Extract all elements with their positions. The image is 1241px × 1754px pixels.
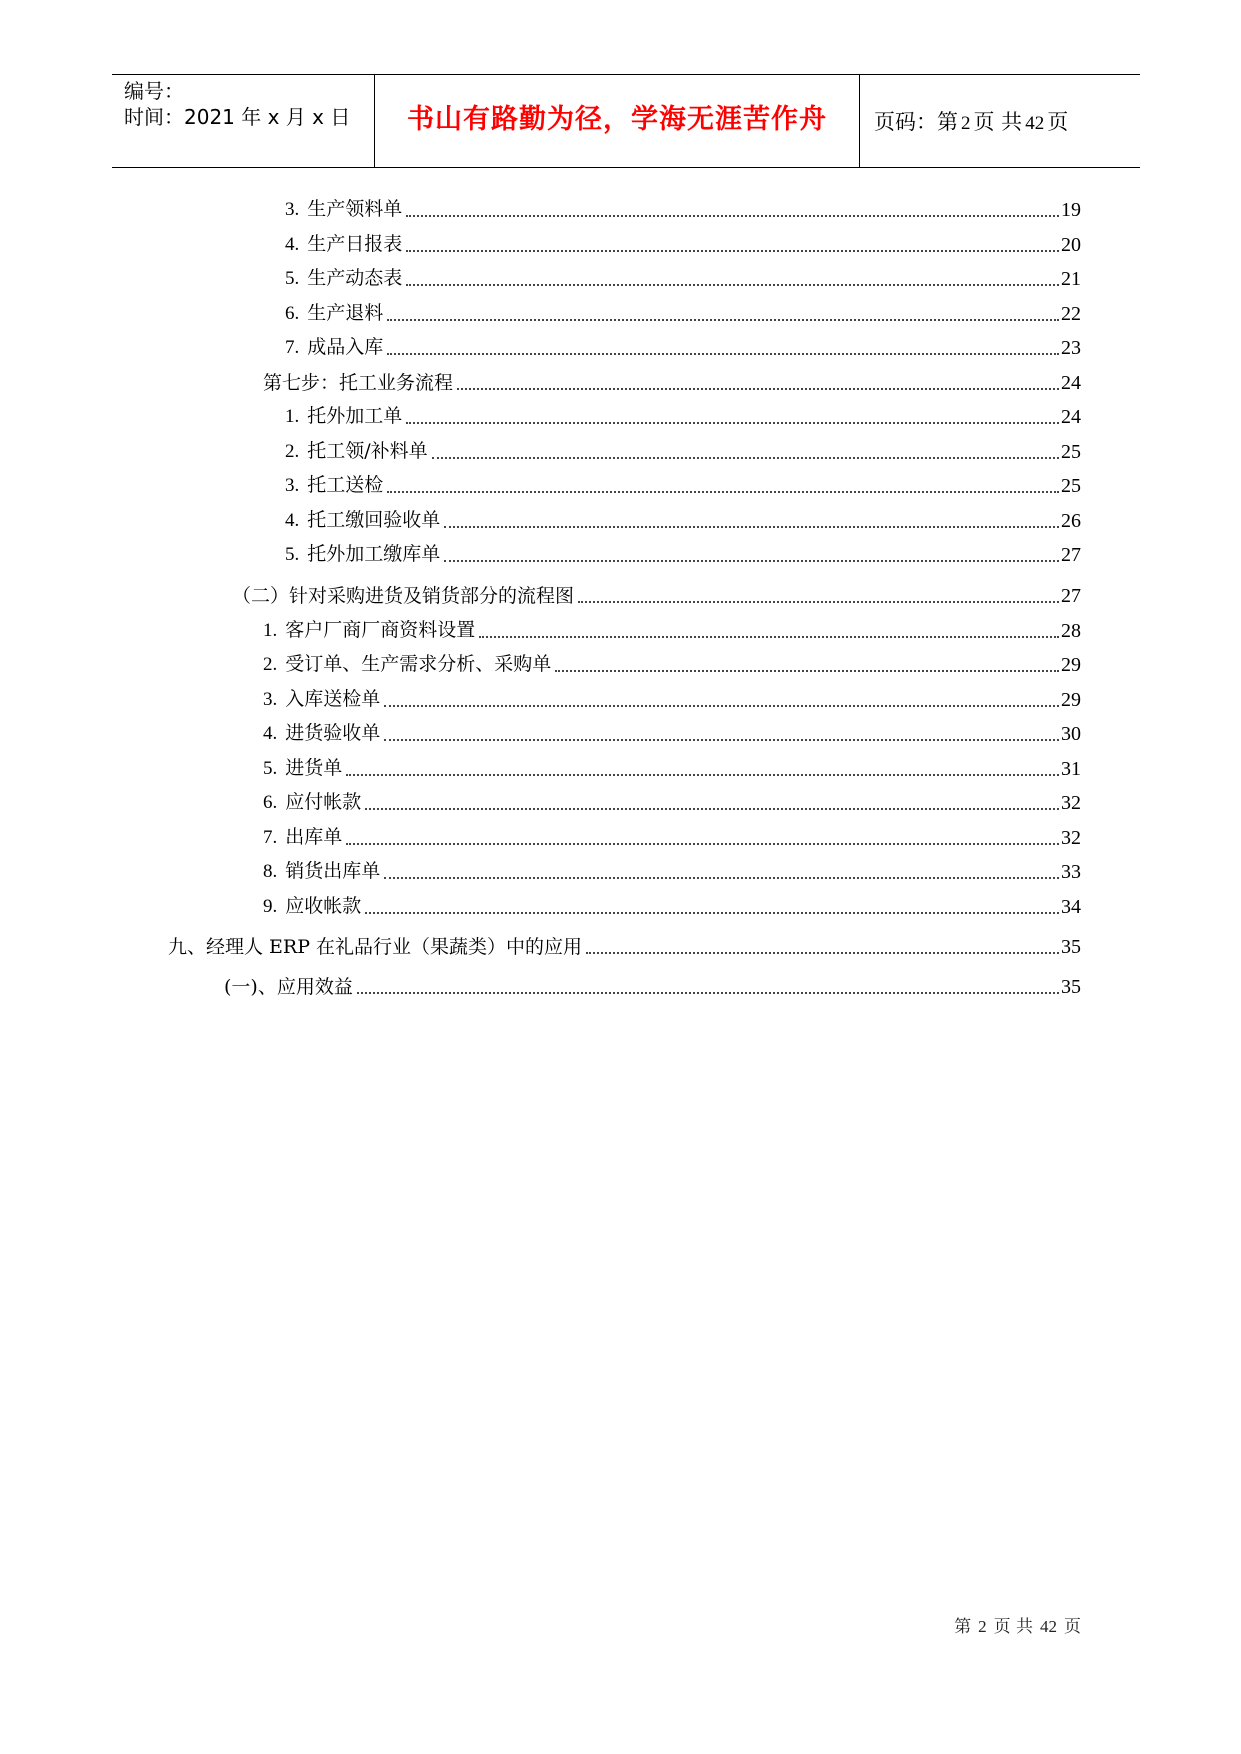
- toc-entry-page: 24: [1061, 372, 1081, 394]
- toc-entry[interactable]: [263, 893, 1081, 919]
- toc-entry-text: 生产日报表: [307, 233, 403, 255]
- toc-entry-number: 7.: [263, 827, 278, 848]
- toc-entry[interactable]: [285, 265, 1081, 291]
- toc-entry-page: 21: [1061, 268, 1081, 290]
- header-page-number: [874, 110, 1068, 136]
- toc-entry-page: 23: [1061, 337, 1081, 359]
- toc-entry-text: 生产退料: [307, 302, 384, 324]
- toc-entry-number: 5.: [263, 758, 278, 779]
- header-motto-cell: [375, 75, 860, 167]
- toc-dot-leader: [387, 353, 1059, 355]
- toc-entry-number: 2.: [263, 654, 278, 675]
- footer-prefix: 第: [954, 1617, 972, 1637]
- toc-entry-text: 托工送检: [307, 474, 384, 496]
- toc-entry-title: [263, 790, 361, 815]
- toc-entry-title: [263, 687, 380, 712]
- toc-dot-leader: [365, 808, 1059, 810]
- toc-entry-page: 33: [1061, 861, 1081, 883]
- toc-dot-leader: [384, 739, 1059, 741]
- toc-dot-leader: [346, 843, 1059, 845]
- toc-entry-text: （二）针对采购进货及销货部分的流程图: [232, 585, 575, 607]
- toc-entry-page: 31: [1061, 758, 1081, 780]
- toc-entry-page: 32: [1061, 827, 1081, 849]
- toc-entry[interactable]: [232, 582, 1081, 608]
- toc-entry-title: [285, 404, 402, 429]
- toc-entry-text: 应收帐款: [285, 895, 362, 917]
- toc-entry-title: [285, 335, 383, 360]
- toc-entry-text: 进货验收单: [285, 722, 381, 744]
- toc-entry-page: 35: [1061, 936, 1081, 958]
- toc-dot-leader: [479, 636, 1059, 638]
- toc-entry-number: 3.: [285, 199, 300, 220]
- toc-entry-text: 生产领料单: [307, 198, 403, 220]
- toc-entry-page: 32: [1061, 792, 1081, 814]
- toc-entry-title: [285, 232, 402, 257]
- toc-entry-text: 托工领/补料单: [307, 440, 428, 462]
- toc-entry-page: 35: [1061, 976, 1081, 998]
- toc-entry[interactable]: [285, 403, 1081, 429]
- toc-entry-text: 客户厂商厂商资料设置: [285, 619, 476, 641]
- toc-dot-leader: [444, 560, 1059, 562]
- toc-entry-page: 27: [1061, 544, 1081, 566]
- toc-entry-text: 销货出库单: [285, 860, 381, 882]
- toc-entry[interactable]: [263, 651, 1081, 677]
- toc-dot-leader: [346, 774, 1059, 776]
- toc-entry-text: 成品入库: [307, 336, 384, 358]
- toc-entry-text: 受订单、生产需求分析、采购单: [285, 653, 552, 675]
- toc-entry[interactable]: [285, 334, 1081, 360]
- toc-entry-text: 托外加工单: [307, 405, 403, 427]
- toc-dot-leader: [432, 457, 1059, 459]
- toc-dot-leader: [387, 319, 1059, 321]
- toc-entry[interactable]: [224, 973, 1081, 999]
- toc-entry-title: [263, 652, 551, 677]
- toc-entry[interactable]: [285, 438, 1081, 464]
- toc-dot-leader: [555, 670, 1059, 672]
- toc-entry-title: [263, 371, 453, 395]
- toc-entry-title: [285, 197, 402, 222]
- toc-entry-page: 24: [1061, 406, 1081, 428]
- toc-entry-title: [168, 935, 582, 959]
- toc-entry-title: [285, 473, 383, 498]
- toc-entry-number: 5.: [285, 268, 300, 289]
- toc-entry-page: 29: [1061, 689, 1081, 711]
- toc-dot-leader: [406, 422, 1059, 424]
- document-time-label: 时间：2021 年 x 月 x 日: [124, 105, 351, 129]
- header-page-cell: [860, 75, 1140, 167]
- toc-entry-text: 第七步：托工业务流程: [263, 372, 454, 394]
- toc-dot-leader: [387, 491, 1059, 493]
- toc-entry-title: [285, 508, 440, 533]
- toc-entry-title: [232, 584, 574, 608]
- toc-entry-text: 进货单: [285, 757, 343, 779]
- toc-entry[interactable]: [168, 933, 1081, 959]
- toc-entry-number: 1.: [285, 406, 300, 427]
- toc-entry-text: 入库送检单: [285, 688, 381, 710]
- toc-dot-leader: [406, 215, 1059, 217]
- toc-entry-page: 19: [1061, 199, 1081, 221]
- toc-entry-title: [285, 266, 402, 291]
- toc-entry-title: [263, 756, 342, 781]
- footer-suffix: 页: [1064, 1617, 1081, 1637]
- toc-entry[interactable]: [263, 369, 1081, 395]
- toc-entry-text: 托工缴回验收单: [307, 509, 441, 531]
- toc-dot-leader: [457, 388, 1059, 390]
- toc-entry-text: 九、经理人 ERP 在礼品行业（果蔬类）中的应用: [168, 936, 583, 958]
- header-page-total: 42: [1025, 113, 1045, 134]
- toc-entry-number: 7.: [285, 337, 300, 358]
- toc-entry-title: [263, 721, 380, 746]
- toc-entry-number: 8.: [263, 861, 278, 882]
- footer-page-current: 2: [978, 1617, 987, 1636]
- toc-entry-text: (一)、应用效益: [224, 976, 353, 998]
- toc-dot-leader: [384, 877, 1059, 879]
- toc-entry-number: 6.: [285, 303, 300, 324]
- toc-entry-number: 3.: [263, 689, 278, 710]
- toc-entry[interactable]: [263, 858, 1081, 884]
- toc-entry[interactable]: [263, 720, 1081, 746]
- toc-entry-title: [285, 542, 440, 567]
- toc-entry-text: 应付帐款: [285, 791, 362, 813]
- page-footer: [954, 1616, 1081, 1638]
- toc-dot-leader: [384, 705, 1059, 707]
- toc-entry[interactable]: [285, 196, 1081, 222]
- toc-entry[interactable]: [285, 231, 1081, 257]
- toc-entry-title: [224, 975, 353, 999]
- toc-dot-leader: [578, 601, 1059, 603]
- toc-entry-page: 26: [1061, 510, 1081, 532]
- toc-dot-leader: [444, 526, 1059, 528]
- toc-entry[interactable]: [285, 541, 1081, 567]
- footer-mid: 页 共: [993, 1617, 1033, 1637]
- toc-entry-page: 27: [1061, 585, 1081, 607]
- header-page-mid: 页 共: [973, 110, 1023, 134]
- toc-entry-text: 出库单: [285, 826, 343, 848]
- toc-entry-page: 28: [1061, 620, 1081, 642]
- toc-entry-title: [263, 894, 361, 919]
- toc-entry-number: 1.: [263, 620, 278, 641]
- document-number-label: 编号：: [124, 79, 184, 103]
- toc-entry[interactable]: [285, 472, 1081, 498]
- header-page-prefix: 页码：第: [874, 110, 958, 134]
- toc-entry-text: 托外加工缴库单: [307, 543, 441, 565]
- toc-entry-number: 4.: [285, 234, 300, 255]
- header-motto: 书山有路勤为径，学海无涯苦作舟: [407, 104, 827, 135]
- toc-entry-page: 29: [1061, 654, 1081, 676]
- toc-entry-title: [263, 825, 342, 850]
- header-page-current: 2: [961, 113, 971, 134]
- toc-entry-page: 25: [1061, 475, 1081, 497]
- toc-entry[interactable]: [263, 789, 1081, 815]
- toc-entry-page: 20: [1061, 234, 1081, 256]
- toc-entry[interactable]: [285, 300, 1081, 326]
- toc-dot-leader: [406, 284, 1059, 286]
- toc-entry-number: 2.: [285, 441, 300, 462]
- toc-entry-title: [285, 301, 383, 326]
- page-header: [112, 74, 1140, 168]
- toc-dot-leader: [357, 992, 1059, 994]
- toc-entry-number: 9.: [263, 896, 278, 917]
- toc-entry-page: 22: [1061, 303, 1081, 325]
- header-page-suffix: 页: [1047, 110, 1069, 134]
- toc-dot-leader: [586, 952, 1059, 954]
- toc-entry-number: 6.: [263, 792, 278, 813]
- toc-entry-page: 30: [1061, 723, 1081, 745]
- toc-entry-page: 25: [1061, 441, 1081, 463]
- toc-entry-number: 4.: [263, 723, 278, 744]
- toc-entry[interactable]: [263, 617, 1081, 643]
- toc-entry-text: 生产动态表: [307, 267, 403, 289]
- toc-entry-title: [285, 439, 428, 464]
- toc-entry-title: [263, 859, 380, 884]
- toc-dot-leader: [365, 912, 1059, 914]
- footer-page-total: 42: [1040, 1617, 1057, 1636]
- toc-dot-leader: [406, 250, 1059, 252]
- toc-entry-number: 5.: [285, 544, 300, 565]
- toc-entry[interactable]: [285, 507, 1081, 533]
- toc-entry[interactable]: [263, 755, 1081, 781]
- toc-entry-title: [263, 618, 475, 643]
- toc-entry-number: 3.: [285, 475, 300, 496]
- toc-entry-page: 34: [1061, 896, 1081, 918]
- header-meta-cell: [112, 75, 375, 167]
- toc-entry-number: 4.: [285, 510, 300, 531]
- toc-entry[interactable]: [263, 824, 1081, 850]
- toc-entry[interactable]: [263, 686, 1081, 712]
